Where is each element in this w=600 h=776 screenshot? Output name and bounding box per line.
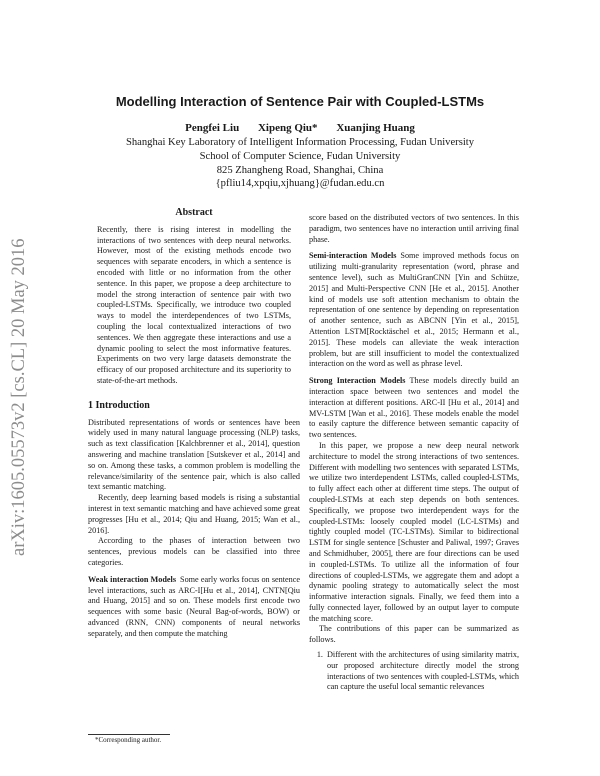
arxiv-identifier: arXiv:1605.05573v2 [cs.CL] 20 May 2016 <box>9 238 29 556</box>
paragraph-body: These models directly build an interaction space between two sentences and model the interaction at different positions. ARC-II [Hu et al., 2014] and MV-LSTM [Wan et al., 2016]. These models enable the model to easily capture the difference between semantic capacity of two sentences. <box>309 376 519 440</box>
paragraph-heading: Strong Interaction Models <box>309 376 406 386</box>
affiliation-line: 825 Zhangheng Road, Shanghai, China <box>216 164 384 176</box>
section-heading-introduction: 1 Introduction <box>88 399 150 411</box>
author-name: Pengfei Liu <box>185 122 240 134</box>
paragraph-heading: Semi-interaction Models <box>309 251 397 261</box>
paragraph-body: Some early works focus on sentence level interactions, such as ARC-I[Hu et al., 2014], CNTN[Qiu and Huang, 2015] and so on. These models first encode two sequences with some basic (Neural Bag-of-words, BOW) or advanced (RNN, CNN) components of neural networks separately, and then compute the matching <box>88 574 300 638</box>
strong-interaction-paragraph <box>309 376 519 441</box>
footnote: *Corresponding author. <box>95 736 162 744</box>
affiliation-line: School of Computer Science, Fudan University <box>199 150 401 162</box>
paragraph-heading: Weak interaction Models <box>88 574 177 584</box>
paper-title: Modelling Interaction of Sentence Pair with Coupled-LSTMs <box>115 94 485 109</box>
author-emails: {pfliu14,xpqiu,xjhuang}@fudan.edu.cn <box>215 178 385 190</box>
weak-interaction-paragraph <box>88 575 300 640</box>
body-paragraph: In this paper, we propose a new deep neural network architecture to model the strong interactions of two sentences. Different with modelling two sentences with separated LSTMs, we utilize two interdependent LSTMs, called coupled-LSTMs, to fully affect each other at different time steps. The output of coupled-LSTMs at each step depends on both sentences. Specifically, we propose two interdependent ways for the coupled-LSTMs: loosely coupled model (LC-LSTMs) and tightly coupled model (TC-LSTMs). Similar to bidirectional LSTM for single sentence [Schuster and Paliwal, 1997; Graves and Schmidhuber, 2005], there are four directions can be used in coupled-LSTMs. To utilize all the information of four directions of coupled-LSTMs, we aggregate them and adopt a dynamic pooling strategy to automatically select the most informative interaction signals. Finally, we feed them into a fully connected layer, followed by an output layer to compute the matching score. <box>309 440 519 623</box>
footnote-divider <box>88 734 170 735</box>
list-item: 1. Different with the architectures of using similarity matrix, our proposed architecture directly model the strong interactions of two sentences with coupled-LSTMs, which can capture the useful local semantic relevances <box>325 650 519 693</box>
affiliation-block <box>60 136 540 191</box>
author-list <box>60 121 540 135</box>
right-column <box>309 213 519 775</box>
body-paragraph: score based on the distributed vectors of two sentences. In this paradigm, two sentences have no interaction until arriving final phase. <box>309 213 519 244</box>
abstract-heading: Abstract <box>175 208 213 218</box>
intro-paragraph: Recently, deep learning based models is rising a substantial interest in text semantic matching and have achieved some great progresses [Hu et al., 2014; Qiu and Huang, 2015; Wan et al., 2016]. <box>88 493 300 535</box>
abstract-text: Recently, there is rising interest in modelling the interactions of two sentences with deep neural networks. However, most of the existing methods encode two sequences with separate encoders, in which a sentence is encoded with little or no information from the other sentence. In this paper, we propose a deep architecture to model the strong interaction of sentence pair with two coupled-LSTMs. Specifically, we introduce two coupled ways to model the interdependences of two LSTMs, coupling the local contextualized interactions of two sentences. We then aggregate these interactions and use a dynamic pooling to select the most informative features. Experiments on two very large datasets demonstrate the efficacy of our proposed architecture and its superiority to state-of-the-art methods. <box>97 224 291 385</box>
contributions-list <box>309 650 519 693</box>
semi-interaction-paragraph <box>309 251 519 370</box>
author-name: Xuanjing Huang <box>336 122 415 134</box>
intro-paragraph: Distributed representations of words or sentences have been widely used in many natural language processing (NLP) tasks, such as text classification [Kalchbrenner et al., 2014], question answering and machine translation [Sutskever et al., 2014] and so on. Among these tasks, a common problem is modelling the relevance/similarity of the sentence pair, which is also called text semantic matching. <box>88 417 300 492</box>
left-column <box>88 208 300 756</box>
intro-paragraph: According to the phases of interaction between two sentences, previous models can be classified into three categories. <box>88 536 300 567</box>
paragraph-body: Some improved methods focus on utilizing multi-granularity representation (word, phrase and sentence level), such as MultiGranCNN [Yin and Schütze, 2015] and Multi-Perspective CNN [He et al., 2015]. Another kind of models use soft attention mechanism to obtain the representation of one sentence by depending on representation of another sentence, such as ABCNN [Yin et al., 2015], Attention LSTM[Rocktäschel et al., 2015; Hermann et al., 2015]. These models can alleviate the weak interaction problem, but are still insufficient to model the contextualized interaction on the word as well as phrase level. <box>309 251 519 369</box>
body-paragraph: The contributions of this paper can be summarized as follows. <box>309 624 519 645</box>
affiliation-line: Shanghai Key Laboratory of Intelligent Information Processing, Fudan University <box>125 137 475 148</box>
author-name: Xipeng Qiu* <box>257 122 318 134</box>
